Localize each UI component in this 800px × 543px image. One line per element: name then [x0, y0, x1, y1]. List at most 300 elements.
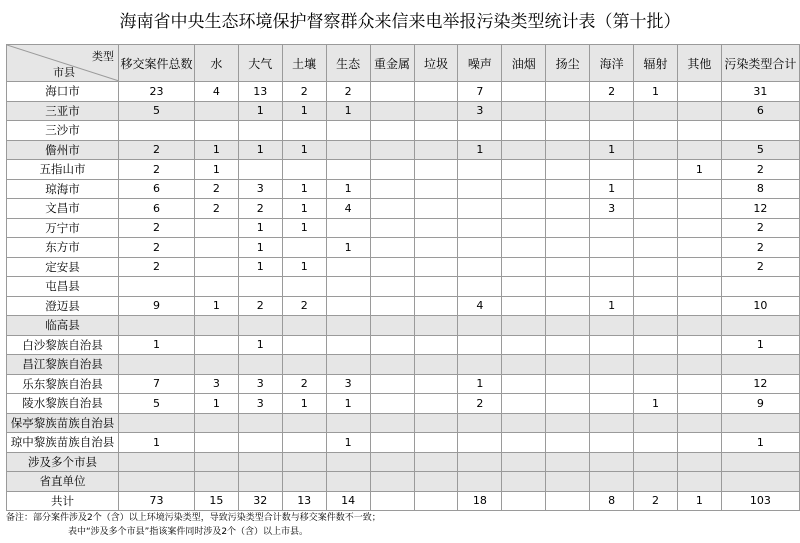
table-cell: 1 — [634, 82, 678, 102]
table-row — [7, 121, 800, 141]
table-row — [7, 433, 800, 453]
row-city: 东方市 — [7, 238, 119, 258]
table-cell: 1 — [118, 335, 194, 355]
table-cell — [414, 277, 458, 297]
table-cell — [590, 218, 634, 238]
table-cell — [370, 257, 414, 277]
table-cell: 3 — [590, 199, 634, 219]
table-cell — [502, 335, 546, 355]
col-header: 其他 — [677, 45, 721, 82]
table-cell — [194, 238, 238, 258]
table-cell — [370, 491, 414, 511]
table-cell — [502, 199, 546, 219]
table-cell — [502, 82, 546, 102]
table-cell: 1 — [238, 101, 282, 121]
table-cell — [546, 82, 590, 102]
table-cell — [326, 296, 370, 316]
table-cell — [370, 101, 414, 121]
table-cell — [502, 238, 546, 258]
table-cell — [677, 296, 721, 316]
table-cell: 1 — [590, 179, 634, 199]
table-cell — [326, 277, 370, 297]
table-row — [7, 238, 800, 258]
table-cell — [590, 413, 634, 433]
row-city: 共计 — [7, 491, 119, 511]
table-cell — [677, 355, 721, 375]
table-cell: 4 — [458, 296, 502, 316]
table-cell — [721, 316, 799, 336]
table-cell — [458, 199, 502, 219]
row-city: 三沙市 — [7, 121, 119, 141]
table-cell — [590, 160, 634, 180]
table-cell — [326, 316, 370, 336]
row-city: 三亚市 — [7, 101, 119, 121]
table-cell: 8 — [590, 491, 634, 511]
table-cell — [238, 355, 282, 375]
table-cell: 3 — [194, 374, 238, 394]
table-cell: 73 — [118, 491, 194, 511]
table-cell — [634, 452, 678, 472]
table-cell — [370, 433, 414, 453]
table-cell — [677, 257, 721, 277]
table-cell: 1 — [238, 140, 282, 160]
table-cell — [414, 82, 458, 102]
table-cell — [546, 140, 590, 160]
col-header: 大气 — [238, 45, 282, 82]
table-cell — [546, 316, 590, 336]
table-cell — [118, 413, 194, 433]
table-cell — [194, 257, 238, 277]
table-cell — [458, 179, 502, 199]
table-cell — [326, 413, 370, 433]
table-cell: 12 — [721, 199, 799, 219]
table-cell — [326, 452, 370, 472]
table-cell: 14 — [326, 491, 370, 511]
table-cell — [370, 316, 414, 336]
table-cell: 7 — [458, 82, 502, 102]
table-cell — [634, 374, 678, 394]
table-cell: 1 — [194, 394, 238, 414]
table-cell — [326, 218, 370, 238]
table-cell — [370, 238, 414, 258]
table-cell — [282, 433, 326, 453]
table-cell: 2 — [721, 160, 799, 180]
table-cell — [721, 277, 799, 297]
table-cell — [634, 413, 678, 433]
table-cell — [502, 277, 546, 297]
table-cell: 2 — [282, 296, 326, 316]
table-cell — [414, 491, 458, 511]
table-cell — [634, 101, 678, 121]
table-cell — [458, 257, 502, 277]
table-cell: 3 — [458, 101, 502, 121]
table-cell — [370, 413, 414, 433]
table-cell — [414, 316, 458, 336]
table-cell: 1 — [282, 101, 326, 121]
table-cell: 2 — [282, 82, 326, 102]
table-cell — [118, 452, 194, 472]
table-cell: 12 — [721, 374, 799, 394]
row-city: 定安县 — [7, 257, 119, 277]
table-cell — [118, 277, 194, 297]
table-cell — [458, 433, 502, 453]
table-cell — [590, 121, 634, 141]
table-cell — [590, 335, 634, 355]
table-cell — [546, 238, 590, 258]
table-cell — [590, 452, 634, 472]
table-cell — [370, 160, 414, 180]
row-city: 海口市 — [7, 82, 119, 102]
table-row — [7, 296, 800, 316]
table-cell — [458, 277, 502, 297]
col-header: 扬尘 — [546, 45, 590, 82]
table-cell — [546, 472, 590, 492]
statistics-table — [6, 44, 800, 511]
table-cell: 1 — [238, 238, 282, 258]
table-cell: 1 — [677, 160, 721, 180]
row-city: 万宁市 — [7, 218, 119, 238]
row-city: 五指山市 — [7, 160, 119, 180]
table-cell — [721, 413, 799, 433]
table-cell — [458, 355, 502, 375]
table-cell — [414, 199, 458, 219]
table-cell: 15 — [194, 491, 238, 511]
table-cell — [458, 121, 502, 141]
table-cell — [370, 394, 414, 414]
table-cell — [634, 277, 678, 297]
table-cell — [634, 433, 678, 453]
table-cell — [546, 257, 590, 277]
table-cell — [282, 452, 326, 472]
row-city: 文昌市 — [7, 199, 119, 219]
table-cell: 32 — [238, 491, 282, 511]
table-cell: 13 — [238, 82, 282, 102]
table-cell: 1 — [590, 296, 634, 316]
table-cell: 3 — [326, 374, 370, 394]
table-cell — [282, 316, 326, 336]
table-cell: 3 — [238, 179, 282, 199]
row-city: 白沙黎族自治县 — [7, 335, 119, 355]
table-cell — [546, 491, 590, 511]
table-cell — [414, 452, 458, 472]
table-cell: 9 — [721, 394, 799, 414]
table-cell: 2 — [282, 374, 326, 394]
table-cell — [414, 433, 458, 453]
table-cell — [677, 452, 721, 472]
table-cell — [546, 101, 590, 121]
table-row — [7, 316, 800, 336]
footnote — [6, 511, 381, 539]
table-cell — [546, 452, 590, 472]
table-cell — [414, 238, 458, 258]
table-title: 海南省中央生态环境保护督察群众来信来电举报污染类型统计表（第十批） — [119, 12, 681, 32]
table-cell — [458, 218, 502, 238]
table-cell — [458, 160, 502, 180]
table-cell — [194, 433, 238, 453]
table-cell — [546, 218, 590, 238]
table-cell — [326, 257, 370, 277]
table-cell — [590, 433, 634, 453]
table-cell — [502, 296, 546, 316]
table-cell — [677, 335, 721, 355]
table-cell — [118, 355, 194, 375]
table-cell — [414, 355, 458, 375]
table-cell — [458, 472, 502, 492]
table-cell — [458, 413, 502, 433]
table-cell — [326, 160, 370, 180]
row-city: 涉及多个市县 — [7, 452, 119, 472]
table-cell — [677, 179, 721, 199]
table-row — [7, 179, 800, 199]
table-cell: 6 — [118, 199, 194, 219]
table-cell — [414, 335, 458, 355]
col-header: 污染类型合计 — [721, 45, 799, 82]
table-cell: 2 — [721, 218, 799, 238]
table-cell — [414, 413, 458, 433]
table-cell — [677, 277, 721, 297]
table-cell — [502, 472, 546, 492]
table-row — [7, 101, 800, 121]
table-cell — [634, 316, 678, 336]
table-cell — [238, 277, 282, 297]
table-cell: 2 — [118, 160, 194, 180]
table-cell — [502, 433, 546, 453]
table-cell: 1 — [326, 179, 370, 199]
table-cell — [370, 179, 414, 199]
table-cell — [414, 179, 458, 199]
table-cell: 1 — [458, 374, 502, 394]
table-cell — [238, 472, 282, 492]
table-cell — [414, 394, 458, 414]
table-cell — [414, 121, 458, 141]
table-cell: 1 — [677, 491, 721, 511]
table-cell — [502, 394, 546, 414]
table-cell — [194, 121, 238, 141]
table-cell — [590, 316, 634, 336]
table-cell — [238, 413, 282, 433]
table-cell — [502, 355, 546, 375]
table-cell — [546, 179, 590, 199]
table-cell — [238, 121, 282, 141]
table-cell — [677, 101, 721, 121]
row-city: 琼中黎族苗族自治县 — [7, 433, 119, 453]
table-cell — [590, 394, 634, 414]
table-cell — [282, 121, 326, 141]
table-cell — [370, 277, 414, 297]
table-cell — [238, 433, 282, 453]
table-cell: 4 — [194, 82, 238, 102]
footnote-line-2: 表中“涉及多个市县”指该案件同时涉及2个（含）以上市县。 — [68, 527, 309, 537]
table-cell — [238, 452, 282, 472]
table-cell — [502, 160, 546, 180]
table-cell: 10 — [721, 296, 799, 316]
row-city: 屯昌县 — [7, 277, 119, 297]
table-row — [7, 355, 800, 375]
table-cell: 4 — [326, 199, 370, 219]
table-cell: 1 — [282, 140, 326, 160]
table-cell: 1 — [282, 218, 326, 238]
table-cell — [326, 121, 370, 141]
table-cell: 6 — [118, 179, 194, 199]
table-cell — [282, 472, 326, 492]
table-cell: 2 — [721, 257, 799, 277]
table-cell — [590, 277, 634, 297]
table-cell — [634, 121, 678, 141]
table-cell — [238, 316, 282, 336]
table-cell — [502, 257, 546, 277]
table-cell — [721, 355, 799, 375]
table-cell — [502, 218, 546, 238]
col-header: 生态 — [326, 45, 370, 82]
table-cell — [590, 257, 634, 277]
table-cell: 1 — [118, 433, 194, 453]
table-cell — [370, 355, 414, 375]
table-cell — [194, 101, 238, 121]
table-cell — [677, 121, 721, 141]
table-cell — [721, 452, 799, 472]
table-cell — [194, 335, 238, 355]
table-cell — [677, 140, 721, 160]
table-cell — [370, 452, 414, 472]
table-cell: 31 — [721, 82, 799, 102]
col-header: 重金属 — [370, 45, 414, 82]
table-cell — [546, 277, 590, 297]
table-cell — [326, 140, 370, 160]
table-cell — [194, 277, 238, 297]
table-cell: 1 — [326, 101, 370, 121]
table-cell — [634, 218, 678, 238]
table-cell — [194, 355, 238, 375]
table-cell: 23 — [118, 82, 194, 102]
table-cell — [282, 413, 326, 433]
table-cell — [282, 160, 326, 180]
table-cell — [370, 82, 414, 102]
table-cell: 1 — [238, 218, 282, 238]
table-cell: 2 — [238, 199, 282, 219]
table-cell — [458, 335, 502, 355]
table-cell — [502, 316, 546, 336]
table-cell — [721, 472, 799, 492]
table-cell: 2 — [118, 218, 194, 238]
table-cell — [414, 101, 458, 121]
table-cell — [282, 335, 326, 355]
table-cell — [194, 452, 238, 472]
table-cell: 9 — [118, 296, 194, 316]
table-cell — [546, 394, 590, 414]
table-cell — [677, 199, 721, 219]
table-cell — [590, 355, 634, 375]
table-cell — [414, 374, 458, 394]
table-cell: 1 — [721, 433, 799, 453]
table-row — [7, 218, 800, 238]
table-cell — [370, 199, 414, 219]
table-cell — [677, 472, 721, 492]
table-cell: 5 — [118, 101, 194, 121]
table-cell — [194, 316, 238, 336]
table-cell — [370, 374, 414, 394]
table-cell — [458, 316, 502, 336]
table-cell: 2 — [194, 199, 238, 219]
table-cell — [502, 101, 546, 121]
col-header: 辐射 — [634, 45, 678, 82]
table-cell — [502, 179, 546, 199]
table-cell — [370, 335, 414, 355]
col-header: 噪声 — [458, 45, 502, 82]
table-cell — [634, 199, 678, 219]
table-cell — [194, 413, 238, 433]
table-cell — [118, 121, 194, 141]
row-city: 保亭黎族苗族自治县 — [7, 413, 119, 433]
table-cell: 1 — [238, 335, 282, 355]
table-cell — [546, 413, 590, 433]
table-cell — [634, 179, 678, 199]
table-cell: 1 — [194, 296, 238, 316]
table-cell — [634, 296, 678, 316]
table-cell: 1 — [238, 257, 282, 277]
row-city: 省直单位 — [7, 472, 119, 492]
table-cell: 2 — [326, 82, 370, 102]
table-cell: 1 — [326, 433, 370, 453]
table-cell: 1 — [194, 140, 238, 160]
table-cell — [590, 238, 634, 258]
row-city: 陵水黎族自治县 — [7, 394, 119, 414]
table-cell — [370, 296, 414, 316]
table-cell — [282, 277, 326, 297]
table-cell: 5 — [118, 394, 194, 414]
table-cell — [590, 374, 634, 394]
table-cell — [414, 472, 458, 492]
table-cell — [502, 374, 546, 394]
corner-type-label: 类型 — [91, 50, 114, 63]
table-row — [7, 335, 800, 355]
table-cell: 2 — [118, 140, 194, 160]
table-cell — [414, 218, 458, 238]
table-cell — [721, 121, 799, 141]
table-cell — [194, 218, 238, 238]
table-cell — [370, 121, 414, 141]
table-cell — [546, 335, 590, 355]
table-cell: 2 — [118, 257, 194, 277]
table-row — [7, 394, 800, 414]
table-cell: 2 — [458, 394, 502, 414]
table-cell: 8 — [721, 179, 799, 199]
table-cell — [370, 472, 414, 492]
col-header: 水 — [194, 45, 238, 82]
table-cell — [326, 355, 370, 375]
table-cell — [634, 472, 678, 492]
table-row — [7, 472, 800, 492]
table-row — [7, 257, 800, 277]
table-cell — [502, 452, 546, 472]
table-cell — [414, 257, 458, 277]
table-row — [7, 140, 800, 160]
table-row — [7, 277, 800, 297]
table-cell: 3 — [238, 374, 282, 394]
table-cell — [677, 433, 721, 453]
table-cell — [502, 140, 546, 160]
table-cell: 2 — [634, 491, 678, 511]
table-cell — [546, 355, 590, 375]
table-cell: 2 — [590, 82, 634, 102]
table-cell — [458, 452, 502, 472]
table-cell — [282, 238, 326, 258]
table-cell: 1 — [282, 199, 326, 219]
table-cell — [546, 199, 590, 219]
corner-city-label: 市县 — [53, 66, 75, 79]
table-cell — [118, 472, 194, 492]
table-cell: 18 — [458, 491, 502, 511]
table-cell: 13 — [282, 491, 326, 511]
